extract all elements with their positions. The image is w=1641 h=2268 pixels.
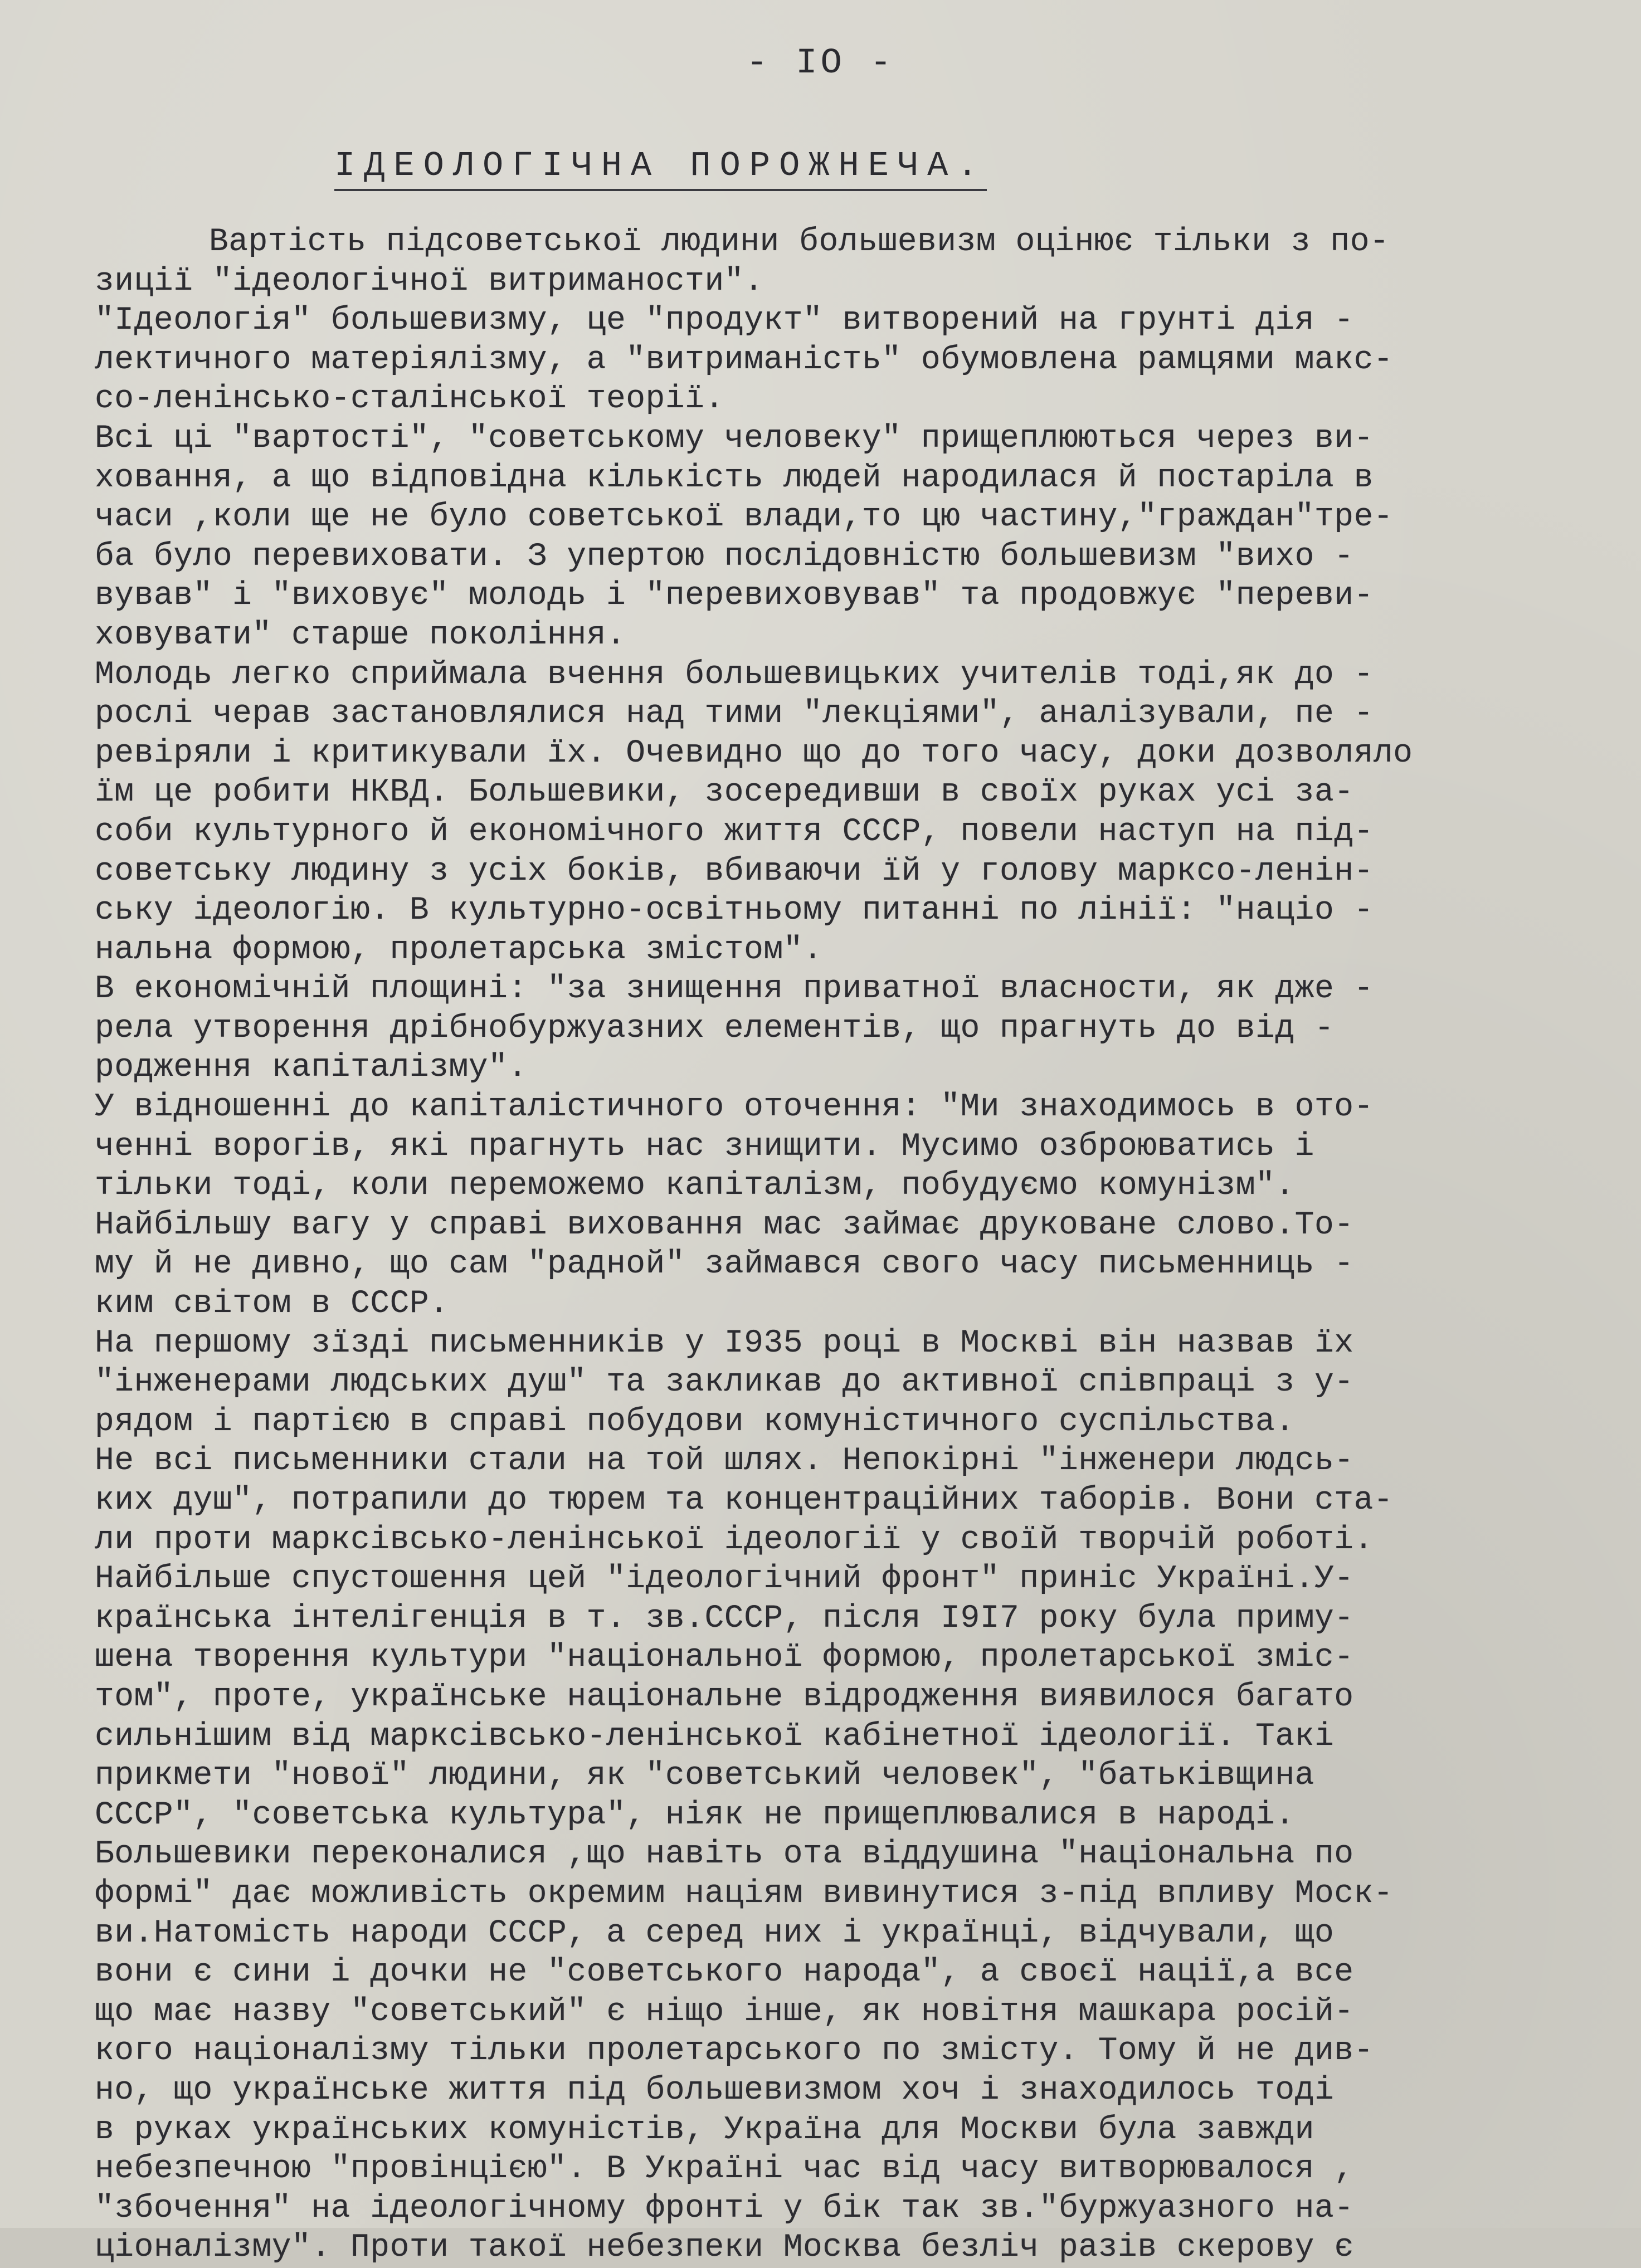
text-line: ви.Натомість народи СССР, а серед них і українці, відчували, що <box>95 1915 1335 1952</box>
text-line: "збочення" на ідеологічному фронті у бік так зв."буржуазного на- <box>95 2190 1354 2227</box>
text-line: Молодь легко сприймала вчення большевицьких учителів тоді,як до - <box>95 656 1374 693</box>
text-line: ховання, а що відповідна кількість людей народилася й постаріла в <box>95 460 1374 496</box>
text-line: родження капіталізму". <box>95 1050 528 1086</box>
text-line: в руках українських комуністів, Україна для Москви була завжди <box>95 2111 1314 2148</box>
text-line: формі" дає можливість окремим націям вивинутися з-під впливу Моск- <box>95 1875 1394 1912</box>
text-line: Найбільшу вагу у справі виховання мас займає друковане слово.То- <box>95 1207 1354 1243</box>
text-line: Найбільше спустошення цей "ідеологічний фронт" приніс Україні.У- <box>95 1561 1354 1598</box>
text-line: шена творення культури "національної формою, пролетарської зміс- <box>95 1640 1354 1676</box>
text-line: ченні ворогів, які прагнуть нас знищити. Мусимо озброюватись і <box>95 1128 1314 1165</box>
text-line: нальна формою, пролетарська змістом". <box>95 931 823 968</box>
text-line: В економічній площині: "за знищення приватної власности, як дже - <box>95 971 1374 1008</box>
page-number: - IO - <box>746 43 895 84</box>
text-line: Вартість підсоветської людини большевизм оцінює тільки з по- <box>209 224 1390 260</box>
text-line: ховувати" старше покоління. <box>95 617 626 653</box>
text-line: соби культурного й економічного життя СССР, повели наступ на під- <box>95 813 1374 850</box>
document-title: ІДЕОЛОГІЧНА ПОРОЖНЕЧА. <box>334 146 987 191</box>
text-line: На першому зїзді письменників у I935 році в Москві він назвав їх <box>95 1325 1354 1362</box>
text-line: небезпечною "провінцією". В Україні час від часу витворювалося , <box>95 2151 1354 2188</box>
text-line: советську людину з усіх боків, вбиваючи їй у голову марксо-ленін- <box>95 853 1374 890</box>
text-line: що має назву "советський" є ніщо інше, як новітня машкара росій- <box>95 1993 1354 2030</box>
text-line: "Ідеологія" большевизму, це "продукт" витворений на грунті дія - <box>95 303 1354 339</box>
text-line: со-ленінсько-сталінської теорії. <box>95 381 724 418</box>
body-text <box>95 223 1555 2268</box>
text-line: сильнішим від марксівсько-ленінської кабінетної ідеології. Такі <box>95 1718 1335 1755</box>
text-line: ли проти марксівсько-ленінської ідеології у своїй творчій роботі. <box>95 1521 1374 1558</box>
text-line: вував" і "виховує" молодь і "перевиховував" та продовжує "переви- <box>95 578 1374 614</box>
text-line: но, що українське життя під большевизмом хоч і знаходилось тоді <box>95 2072 1335 2109</box>
text-line: ську ідеологію. В культурно-освітньому питанні по лінії: "націо - <box>95 892 1374 929</box>
text-line: країнська інтелігенція в т. зв.СССР, після I9I7 року була приму- <box>95 1600 1354 1637</box>
text-line: зиції "ідеологічної витриманости". <box>95 263 764 300</box>
text-line: Всі ці "вартості", "советському человеку" прищеплюються через ви- <box>95 420 1374 457</box>
text-line: У відношенні до капіталістичного оточення: "Ми знаходимось в ото- <box>95 1089 1374 1126</box>
text-line: ціоналізму". Проти такої небезпеки Москва безліч разів скерову є <box>95 2230 1354 2266</box>
text-line: прикмети "нової" людини, як "советський человек", "батьківщина <box>95 1758 1314 1794</box>
text-line: лектичного матеріялізму, а "витриманість" обумовлена рамцями макс- <box>95 342 1394 378</box>
text-line: рослі черав застановлялися над тими "лекціями", аналізували, пе - <box>95 696 1374 733</box>
text-line: Большевики переконалися ,що навіть ота віддушина "національна по <box>95 1836 1354 1873</box>
text-line: рела утворення дрібнобуржуазних елементів, що прагнуть до від - <box>95 1010 1335 1047</box>
text-line: їм це робити НКВД. Большевики, зосередивши в своїх руках усі за- <box>95 774 1354 811</box>
text-line: ревіряли і критикували їх. Очевидно що до того часу, доки дозволяло <box>95 735 1413 772</box>
text-line: СССР", "советська культура", ніяк не прищеплювалися в народі. <box>95 1797 1295 1833</box>
text-line: кого націоналізму тільки пролетарського по змісту. Тому й не див- <box>95 2033 1374 2070</box>
text-line: ких душ", потрапили до тюрем та концентраційних таборів. Вони ста- <box>95 1482 1394 1519</box>
text-line: тільки тоді, коли переможемо капіталізм, побудуємо комунізм". <box>95 1168 1295 1204</box>
text-line: рядом і партією в справі побудови комуністичного суспільства. <box>95 1403 1295 1440</box>
text-line: ба було перевиховати. З упертою послідовністю большевизм "вихо - <box>95 538 1354 575</box>
text-line: "інженерами людських душ" та закликав до активної співпраці з у- <box>95 1364 1354 1401</box>
text-line: вони є сини і дочки не "советського народа", а своєї нації,а все <box>95 1954 1354 1991</box>
text-line: том", проте, українське національне відродження виявилося багато <box>95 1679 1354 1715</box>
text-line: му й не дивно, що сам "радной" займався свого часу письменниць - <box>95 1246 1354 1283</box>
text-line: часи ,коли ще не було советської влади,то цю частину,"граждан"тре- <box>95 499 1394 536</box>
text-line: Не всі письменники стали на той шлях. Непокірні "інженери людсь- <box>95 1443 1354 1480</box>
text-line: ким світом в СССР. <box>95 1286 449 1323</box>
